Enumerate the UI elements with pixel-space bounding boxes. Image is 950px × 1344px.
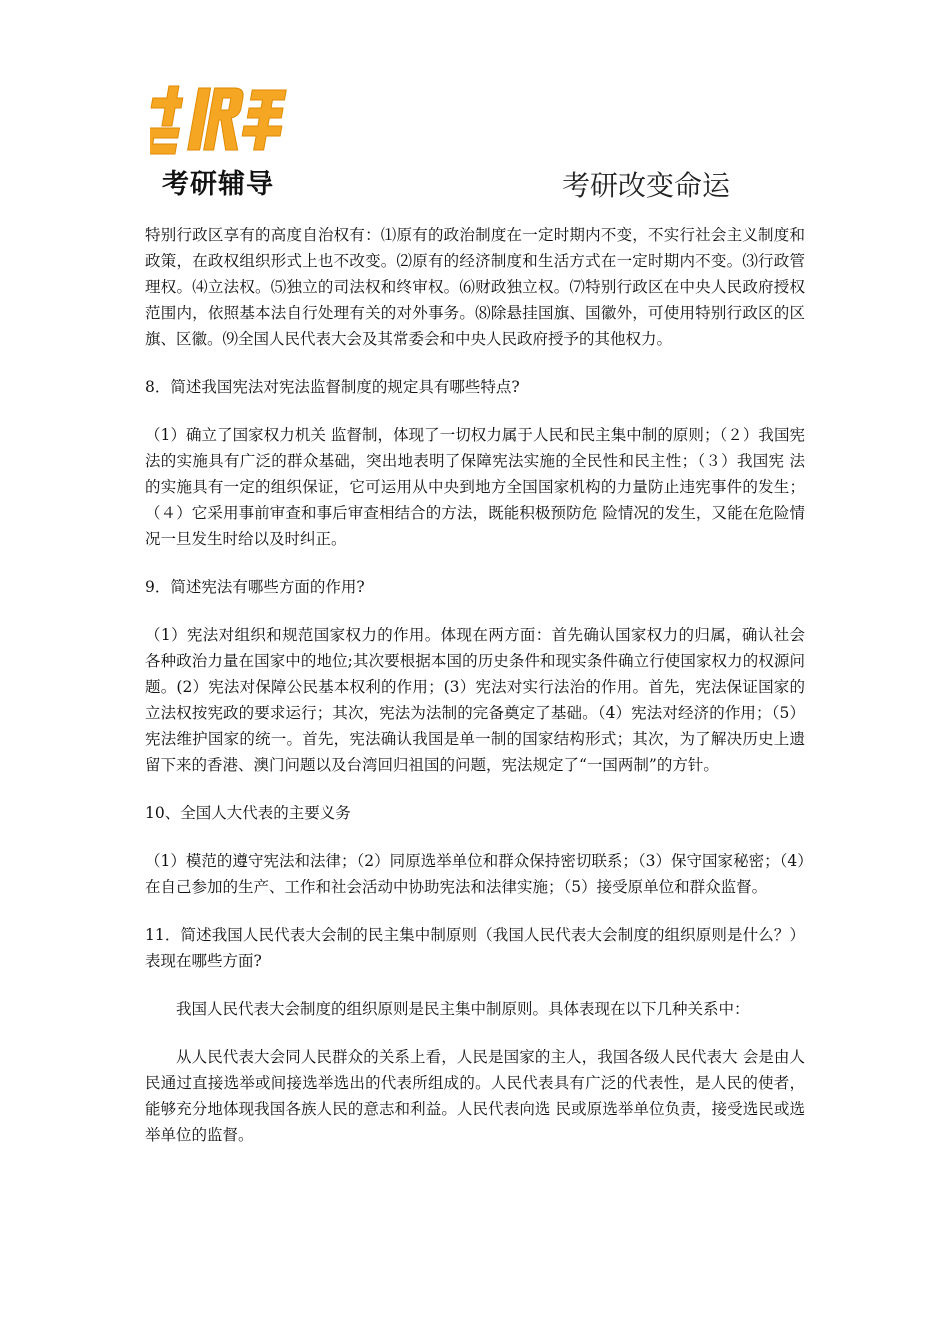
question-10: 10、全国人大代表的主要义务 <box>145 804 351 822</box>
answer-9: （1）宪法对组织和规范国家权力的作用。体现在两方面：首先确认国家权力的归属，确认社会各种政治力量在国家中的地位;其次要根据本国的历史条件和现实条件确立行使国家权力的权源问题。(2）宪法对保障公民基本权利的作用；(3）宪法对实行法治的作用。首先，宪法保证国家的立法权按宪政的要求运行；其次，宪法为法制的完备奠定了基础。（4）宪法对经济的作用；（5）宪法维护国家的统一。首先，宪法确认我国是单一制的国家结构形式；其次，为了解决历史上遗留下来的香港、澳门问题以及台湾回归祖国的问题，宪法规定了“一国两制”的方针。 <box>145 626 805 774</box>
document-body <box>145 222 805 1170</box>
brand-logo-text: 考研辅导 <box>162 169 274 200</box>
answer-11-intro: 我国人民代表大会制度的组织原则是民主集中制原则。具体表现在以下几种关系中： <box>176 1000 750 1018</box>
answer-11-people-relation: 从人民代表大会同人民群众的关系上看，人民是国家的主人，我国各级人民代表大 会是由人民通过直接选举或间接选举选出的代表所组成的。人民代表具有广泛的代表性，是人民的使者，能够充分地体现我国各族人民的意志和利益。人民代表向选 民或原选举单位负责，接受选民或选举单位的监督。 <box>145 1048 805 1144</box>
answer-8: （1）确立了国家权力机关 监督制，体现了一切权力属于人民和民主集中制的原则；（２）我国宪法的实施具有广泛的群众基础，突出地表明了保障宪法实施的全民性和民主性；（３）我国宪 法的实施具有一定的组织保证，它可运用从中央到地方全国国家机构的力量防止违宪事件的发生；（４）它采用事前审查和事后审查相结合的方法，既能积极预防危 险情况的发生，又能在危险情况一旦发生时给以及时纠正。 <box>145 426 805 548</box>
header-slogan: 考研改变命运 <box>562 169 731 202</box>
paragraph-special-region-powers: 特别行政区享有的高度自治权有：⑴原有的政治制度在一定时期内不变，不实行社会主义制度和政策，在政权组织形式上也不改变。⑵原有的经济制度和生活方式在一定时期内不变。⑶行政管理权。⑷立法权。⑸独立的司法权和终审权。⑹财政独立权。⑺特别行政区在中央人民政府授权范围内，依照基本法自行处理有关的对外事务。⑻除悬挂国旗、国徽外，可使用特别行政区的区旗、区徽。⑼全国人民代表大会及其常委会和中央人民政府授予的其他权力。 <box>145 226 805 348</box>
question-9: 9．简述宪法有哪些方面的作用? <box>145 578 365 596</box>
brand-logo-mark <box>150 80 300 156</box>
answer-10: （1）模范的遵守宪法和法律；（2）同原选举单位和群众保持密切联系；（3）保守国家秘密；（4）在自己参加的生产、工作和社会活动中协助宪法和法律实施；（5）接受原单位和群众监督。 <box>145 852 805 896</box>
question-11: 11．简述我国人民代表大会制的民主集中制原则（我国人民代表大会制度的组织原则是什么？）表现在哪些方面? <box>145 926 805 970</box>
question-8: 8．简述我国宪法对宪法监督制度的规定具有哪些特点? <box>145 378 520 396</box>
brand-logo <box>150 80 310 200</box>
